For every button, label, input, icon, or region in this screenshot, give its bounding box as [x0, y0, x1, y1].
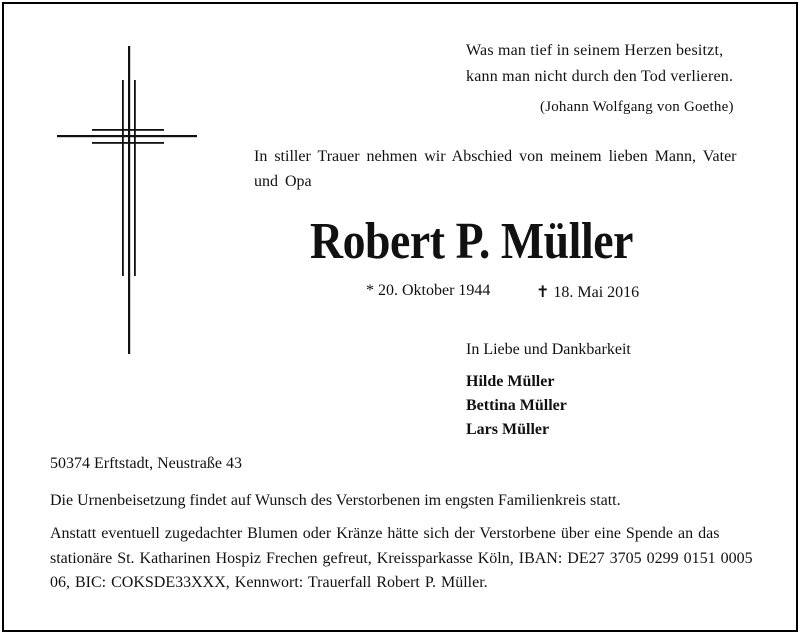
address: 50374 Erftstadt, Neustraße 43 [50, 455, 242, 472]
quote-line-2: kann man nicht durch den Tod verlieren. [466, 68, 734, 85]
family-member: Bettina Müller [466, 397, 567, 414]
family-member: Hilde Müller [466, 373, 555, 390]
urn-notice: Die Urnenbeisetzung findet auf Wunsch des Verstorbenen im engsten Familienkreis statt. [50, 492, 621, 509]
deceased-name: Robert P. Müller [310, 213, 633, 270]
cross-icon [54, 46, 204, 358]
death-date: ✝ 18. Mai 2016 [536, 284, 640, 301]
family-member: Lars Müller [466, 421, 550, 438]
intro-text: In stiller Trauer nehmen wir Abschied von meinem lieben Mann, Vater und Opa [254, 148, 737, 190]
quote-author: (Johann Wolfgang von Goethe) [540, 99, 734, 115]
closing-line: In Liebe und Dankbarkeit [466, 341, 631, 358]
obituary-notice [2, 2, 798, 632]
quote-line-1: Was man tief in seinem Herzen besitzt, [466, 42, 724, 59]
donation-notice: Anstatt eventuell zugedachter Blumen oder Kränze hätte sich der Verstorbene über eine Spende an das stationäre St. Katharinen Hospiz Frechen gefreut, Kreissparkasse Köln, IBAN: DE27 3705 0299 0151 0005 06, BIC: COKSDE33XXX, Kennwort: Trauerfall Robert P. Müller. [50, 525, 753, 591]
birth-date: * 20. Oktober 1944 [366, 282, 491, 299]
